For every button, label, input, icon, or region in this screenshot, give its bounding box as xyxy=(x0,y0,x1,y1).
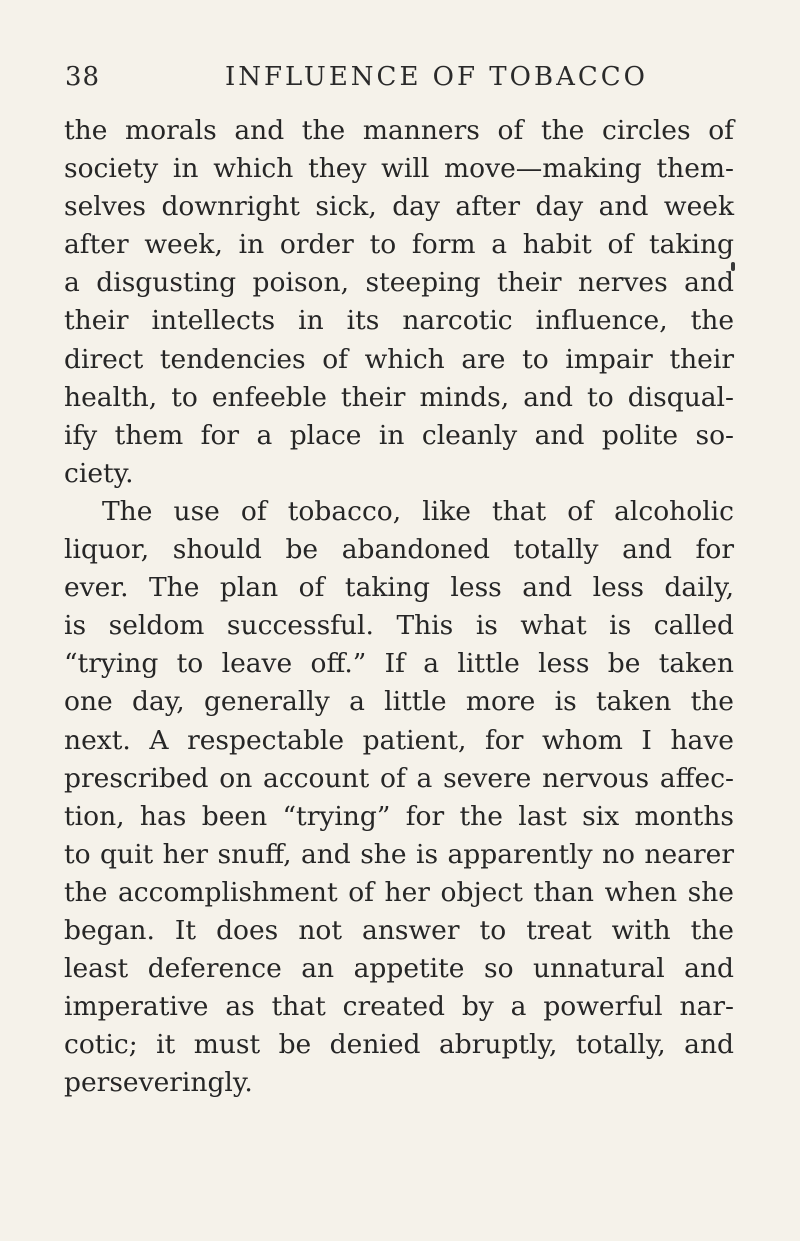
body-text xyxy=(64,112,734,1102)
page-number: 38 xyxy=(65,62,101,92)
text-line: tion, has been “trying” for the last six months xyxy=(64,800,734,832)
text-line: “trying to leave off.” If a little less be taken xyxy=(64,648,734,680)
paragraph-1 xyxy=(64,112,734,493)
running-title: INFLUENCE OF TOBACCO xyxy=(225,62,648,92)
text-line: health, to enfeeble their minds, and to disqual- xyxy=(64,381,734,413)
text-line: perseveringly. xyxy=(64,1067,253,1099)
text-line: least deference an appetite so unnatural and xyxy=(64,953,734,985)
text-line: began. It does not answer to treat with the xyxy=(64,914,734,946)
text-line: the morals and the manners of the circles of xyxy=(64,115,734,146)
text-line: ciety. xyxy=(64,457,134,489)
text-line: is seldom successful. This is what is called xyxy=(64,610,734,642)
text-line: The use of tobacco, like that of alcoholic xyxy=(102,495,734,527)
text-line: their intellects in its narcotic influence, the xyxy=(64,305,734,337)
text-line: ify them for a place in cleanly and polite so- xyxy=(64,419,734,451)
page-header xyxy=(65,62,735,98)
text-line: direct tendencies of which are to impair their xyxy=(64,343,734,375)
text-line: the accomplishment of her object than when she xyxy=(64,876,734,908)
text-line: one day, generally a little more is taken the xyxy=(64,686,734,718)
text-line: after week, in order to form a habit of taking xyxy=(64,229,734,261)
text-line: ever. The plan of taking less and less daily, xyxy=(64,572,734,604)
text-line: liquor, should be abandoned totally and for xyxy=(64,534,734,566)
text-line: to quit her snuff, and she is apparently no nearer xyxy=(64,838,734,870)
text-line: society in which they will move—making them- xyxy=(64,153,734,185)
paragraph-2 xyxy=(64,493,734,1103)
text-line: a disgusting poison, steeping their nerves and xyxy=(64,267,734,299)
text-line: selves downright sick, day after day and week xyxy=(64,191,734,223)
text-line: imperative as that created by a powerful nar- xyxy=(64,991,734,1023)
text-line: cotic; it must be denied abruptly, totally, and xyxy=(64,1029,734,1061)
text-line: prescribed on account of a severe nervous affec- xyxy=(64,762,734,794)
text-line: next. A respectable patient, for whom I have xyxy=(64,724,734,756)
